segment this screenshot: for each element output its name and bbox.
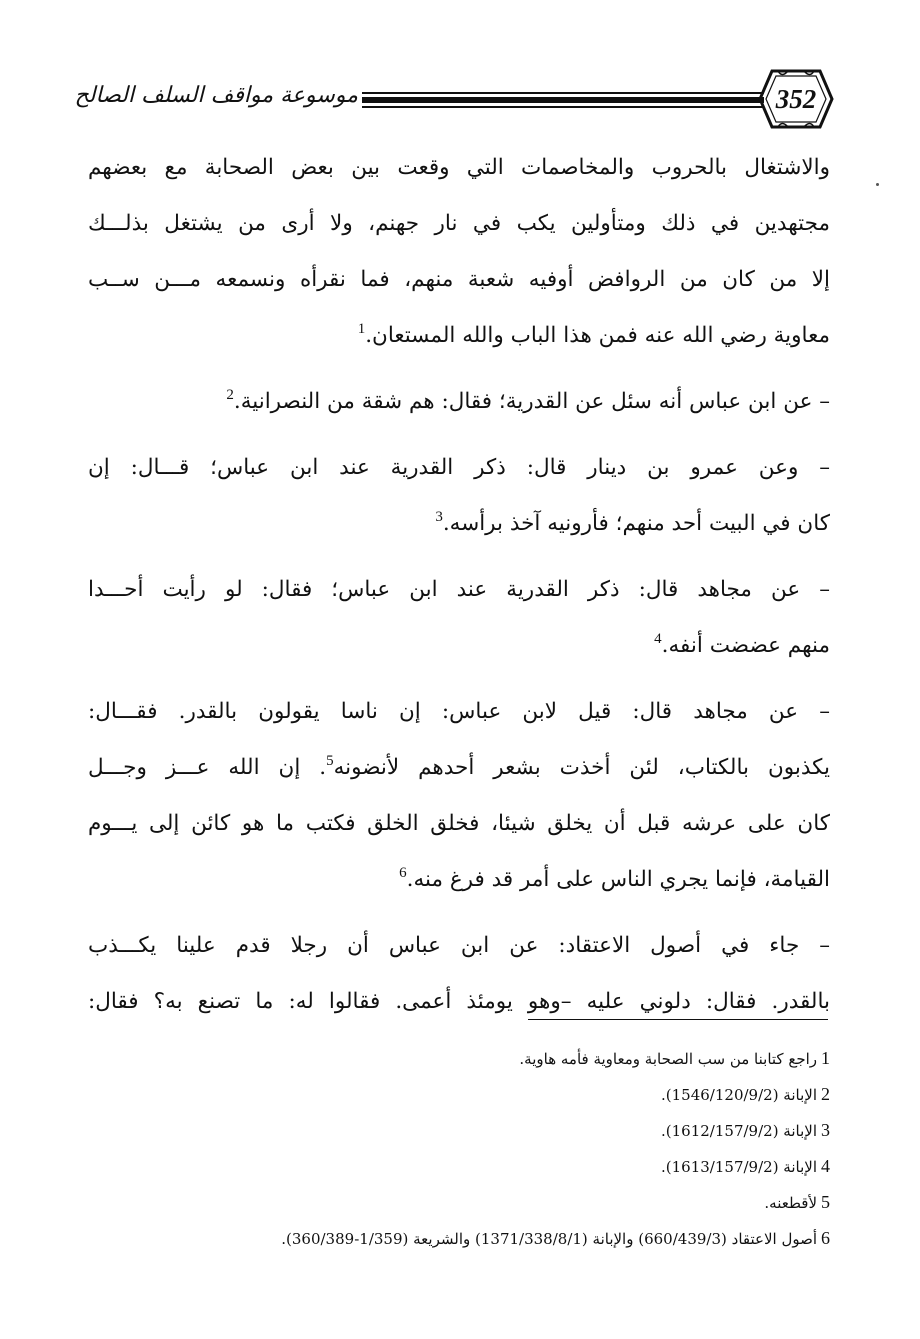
line-text: – جاء في أصول الاعتقاد: عن ابن عباس أن رجلا قدم علينا يكـــذب — [88, 933, 830, 958]
line-text: بالقدر. فقال: دلوني عليه –وهو يومئذ أعمى. فقالوا له: ما تصنع به؟ فقال: — [88, 989, 830, 1014]
footnote-text: لأقطعنه. — [764, 1194, 817, 1212]
series-title: موسوعة مواقف السلف الصالح — [74, 83, 358, 108]
footnote-text: راجع كتابنا من سب الصحابة ومعاوية فأمه هاوية. — [519, 1050, 817, 1068]
footnote-number: 1 — [821, 1048, 830, 1068]
footnote-number: 4 — [821, 1156, 830, 1176]
paragraph-gap — [88, 552, 830, 562]
line-text: مجتهدين في ذلك ومتأولين يكب في نار جهنم، ولا أرى من يشتغل بذلـــك — [88, 211, 830, 236]
line-text: والاشتغال بالحروب والمخاصمات التي وقعت بين بعض الصحابة مع بعضهم — [88, 155, 830, 180]
page-number: 352 — [775, 84, 817, 114]
line-text: – عن ابن عباس أنه سئل عن القدرية؛ فقال: هم شقة من النصرانية. — [233, 389, 830, 414]
margin-dot — [876, 183, 879, 186]
footnote-item — [88, 1220, 830, 1256]
text-line — [88, 918, 830, 974]
line-text: معاوية رضي الله عنه فمن هذا الباب والله المستعان. — [365, 323, 830, 348]
line-text: يكذبون بالكتاب، لئن أخذت بشعر أحدهم لأنضونه — [333, 755, 830, 780]
paragraph-gap — [88, 364, 830, 374]
footnote-number: 5 — [821, 1192, 830, 1212]
text-line — [88, 562, 830, 618]
footnote-number: 6 — [821, 1228, 830, 1248]
line-text: – وعن عمرو بن دينار قال: ذكر القدرية عند ابن عباس؛ قـــال: إن — [88, 455, 830, 480]
main-text — [88, 140, 830, 1030]
footnote-text: أصول الاعتقاد (660/439/3) والإبانة (1371/338/8/1) والشريعة (1/359-360/389). — [281, 1230, 817, 1248]
line-text: القيامة، فإنما يجري الناس على أمر قد فرغ منه. — [406, 867, 830, 892]
paragraph-gap — [88, 430, 830, 440]
text-line — [88, 740, 830, 796]
text-line — [88, 684, 830, 740]
footnotes — [88, 1040, 830, 1256]
line-text-continuation: . إن الله عـــز وجـــل — [88, 755, 327, 780]
footnote-text: الإبانة (1546/120/9/2). — [661, 1086, 817, 1104]
line-text: كان على عرشه قبل أن يخلق شيئا، فخلق الخلق فكتب ما هو كائن إلى يـــوم — [88, 811, 830, 836]
footnote-number: 3 — [821, 1120, 830, 1140]
footnote-text: الإبانة (1612/157/9/2). — [661, 1122, 817, 1140]
footnote-item — [88, 1076, 830, 1112]
line-text: منهم عضضت أنفه. — [661, 633, 830, 658]
page-number-badge — [758, 68, 834, 130]
text-line — [88, 852, 830, 908]
header-rule — [362, 90, 764, 110]
footnote-text: الإبانة (1613/157/9/2). — [661, 1158, 817, 1176]
text-line — [88, 252, 830, 308]
footnote-item — [88, 1184, 830, 1220]
text-line — [88, 196, 830, 252]
text-line — [88, 140, 830, 196]
page-header — [74, 68, 834, 130]
footnote-reference[interactable]: 2 — [226, 387, 234, 403]
text-line — [88, 308, 830, 364]
footnote-reference[interactable]: 3 — [435, 509, 443, 525]
line-text: كان في البيت أحد منهم؛ فأرونيه آخذ برأسه. — [442, 511, 830, 536]
footnote-reference[interactable]: 1 — [357, 321, 366, 337]
paragraph-gap — [88, 674, 830, 684]
text-line — [88, 496, 830, 552]
text-line — [88, 796, 830, 852]
text-line — [88, 374, 830, 430]
footnote-reference[interactable]: 5 — [326, 753, 334, 769]
line-text: – عن مجاهد قال: قيل لابن عباس: إن ناسا يقولون بالقدر. فقـــال: — [88, 699, 830, 724]
footnote-separator — [528, 1019, 828, 1020]
text-line — [88, 440, 830, 496]
footnote-item — [88, 1040, 830, 1076]
footnote-item — [88, 1148, 830, 1184]
text-line — [88, 974, 830, 1030]
line-text: – عن مجاهد قال: ذكر القدرية عند ابن عباس؛ فقال: لو رأيت أحـــدا — [88, 577, 830, 602]
footnote-reference[interactable]: 4 — [654, 631, 662, 647]
text-line — [88, 618, 830, 674]
footnote-number: 2 — [821, 1084, 830, 1104]
line-text: إلا من كان من الروافض أوفيه شعبة منهم، فما نقرأه ونسمعه مـــن ســب — [88, 267, 830, 292]
footnote-reference[interactable]: 6 — [399, 865, 407, 881]
paragraph-gap — [88, 908, 830, 918]
footnote-item — [88, 1112, 830, 1148]
